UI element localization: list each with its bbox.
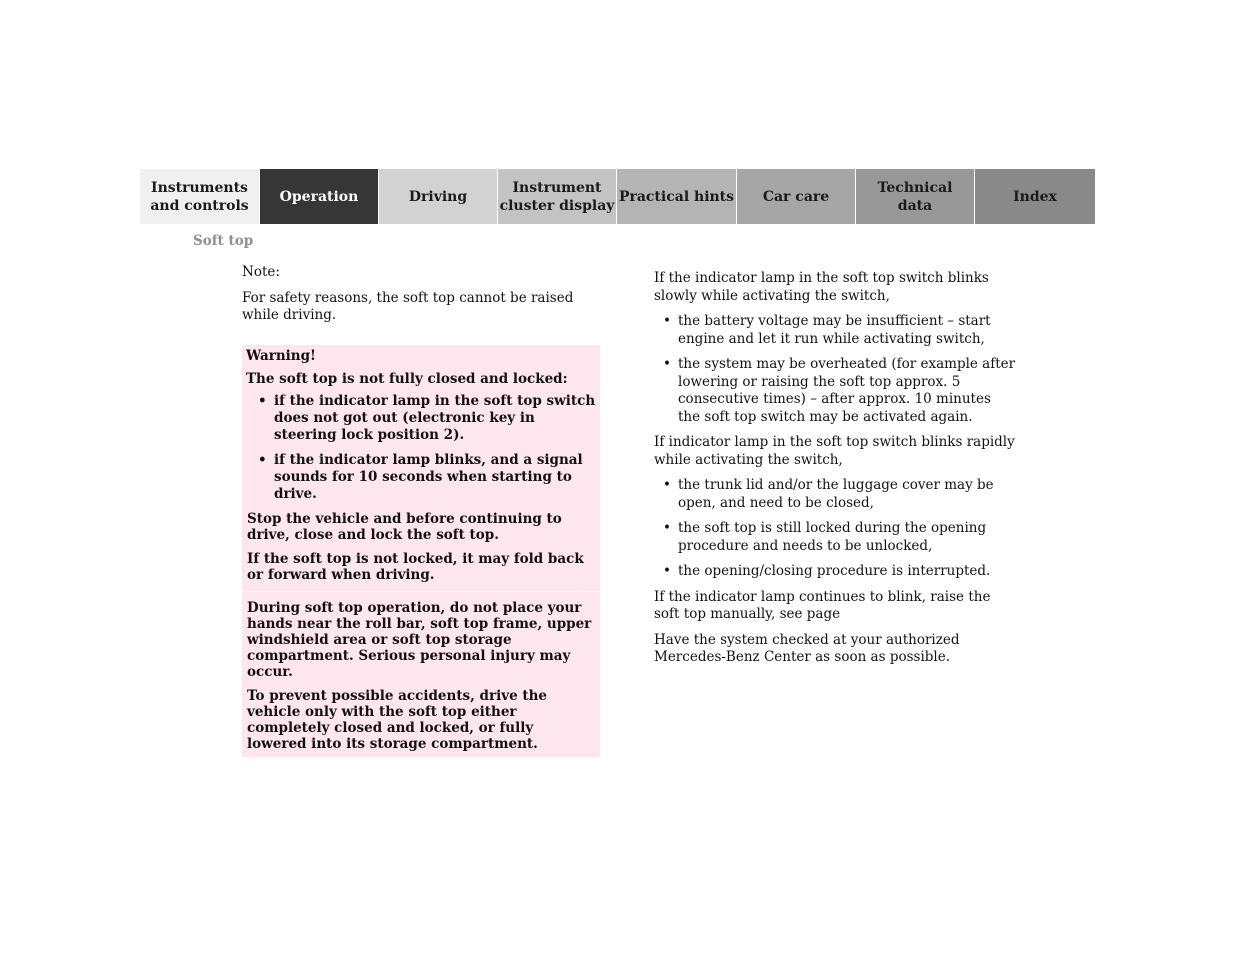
tab-index[interactable]: Index — [975, 169, 1095, 224]
warning-subtitle: The soft top is not fully closed and locked: — [246, 370, 568, 387]
slow-blink-list — [654, 313, 1016, 426]
note-label: Note: — [242, 264, 280, 280]
rapid-blink-list — [654, 477, 1016, 581]
note-text: For safety reasons, the soft top cannot be raised while driving. — [242, 289, 574, 323]
right-column — [654, 270, 1016, 675]
list-item: • the system may be overheated (for example after lowering or raising the soft top approx. 5 consecutive times) – after approx. 10 minutes the soft top switch may be activated again. — [654, 356, 1016, 426]
list-item: • the trunk lid and/or the luggage cover may be open, and need to be closed, — [654, 477, 1016, 512]
list-item: • if the indicator lamp blinks, and a signal sounds for 10 seconds when starting to drive. — [246, 452, 596, 503]
warning-paragraph: Stop the vehicle and before continuing to drive, close and lock the soft top. — [247, 510, 562, 543]
list-item: • the opening/closing procedure is interrupted. — [654, 563, 1016, 581]
tab-technical-data[interactable]: Technical data — [856, 169, 975, 224]
tab-instrument-cluster-display[interactable]: Instrument cluster display — [498, 169, 617, 224]
warning-paragraph: During soft top operation, do not place your hands near the roll bar, soft top frame, upper windshield area or soft top storage compartment. Serious personal injury may occur. — [247, 599, 592, 680]
warning-box — [242, 345, 600, 757]
warning-bullet-list — [246, 393, 596, 503]
service-paragraph: Have the system checked at your authorized Mercedes-Benz Center as soon as possible. — [654, 631, 960, 665]
chapter-tab-bar — [140, 169, 1095, 224]
warning-divider — [242, 591, 600, 592]
intro-slow-blink: If the indicator lamp in the soft top switch blinks slowly while activating the switch, — [654, 270, 989, 304]
manual-raise-paragraph: If the indicator lamp continues to blink, raise the soft top manually, see page — [654, 588, 991, 622]
left-column — [242, 264, 600, 757]
tab-driving[interactable]: Driving — [379, 169, 498, 224]
warning-paragraph: To prevent possible accidents, drive the vehicle only with the soft top either completely closed and locked, or fully lowered into its storage compartment. — [247, 687, 548, 752]
section-title: Soft top — [193, 233, 254, 249]
tab-car-care[interactable]: Car care — [737, 169, 856, 224]
tab-practical-hints[interactable]: Practical hints — [617, 169, 737, 224]
list-item: • the soft top is still locked during the opening procedure and needs to be unlocked, — [654, 520, 1016, 555]
tab-operation[interactable]: Operation — [260, 169, 379, 224]
intro-rapid-blink: If indicator lamp in the soft top switch blinks rapidly while activating the switch, — [654, 434, 1015, 468]
tab-instruments-and-controls[interactable]: Instruments and controls — [140, 169, 260, 224]
warning-paragraph: If the soft top is not locked, it may fold back or forward when driving. — [247, 550, 584, 583]
warning-title: Warning! — [246, 347, 316, 364]
list-item: • if the indicator lamp in the soft top switch does not got out (electronic key in steering lock position 2). — [246, 393, 596, 444]
list-item: • the battery voltage may be insufficient – start engine and let it run while activating switch, — [654, 313, 1016, 348]
